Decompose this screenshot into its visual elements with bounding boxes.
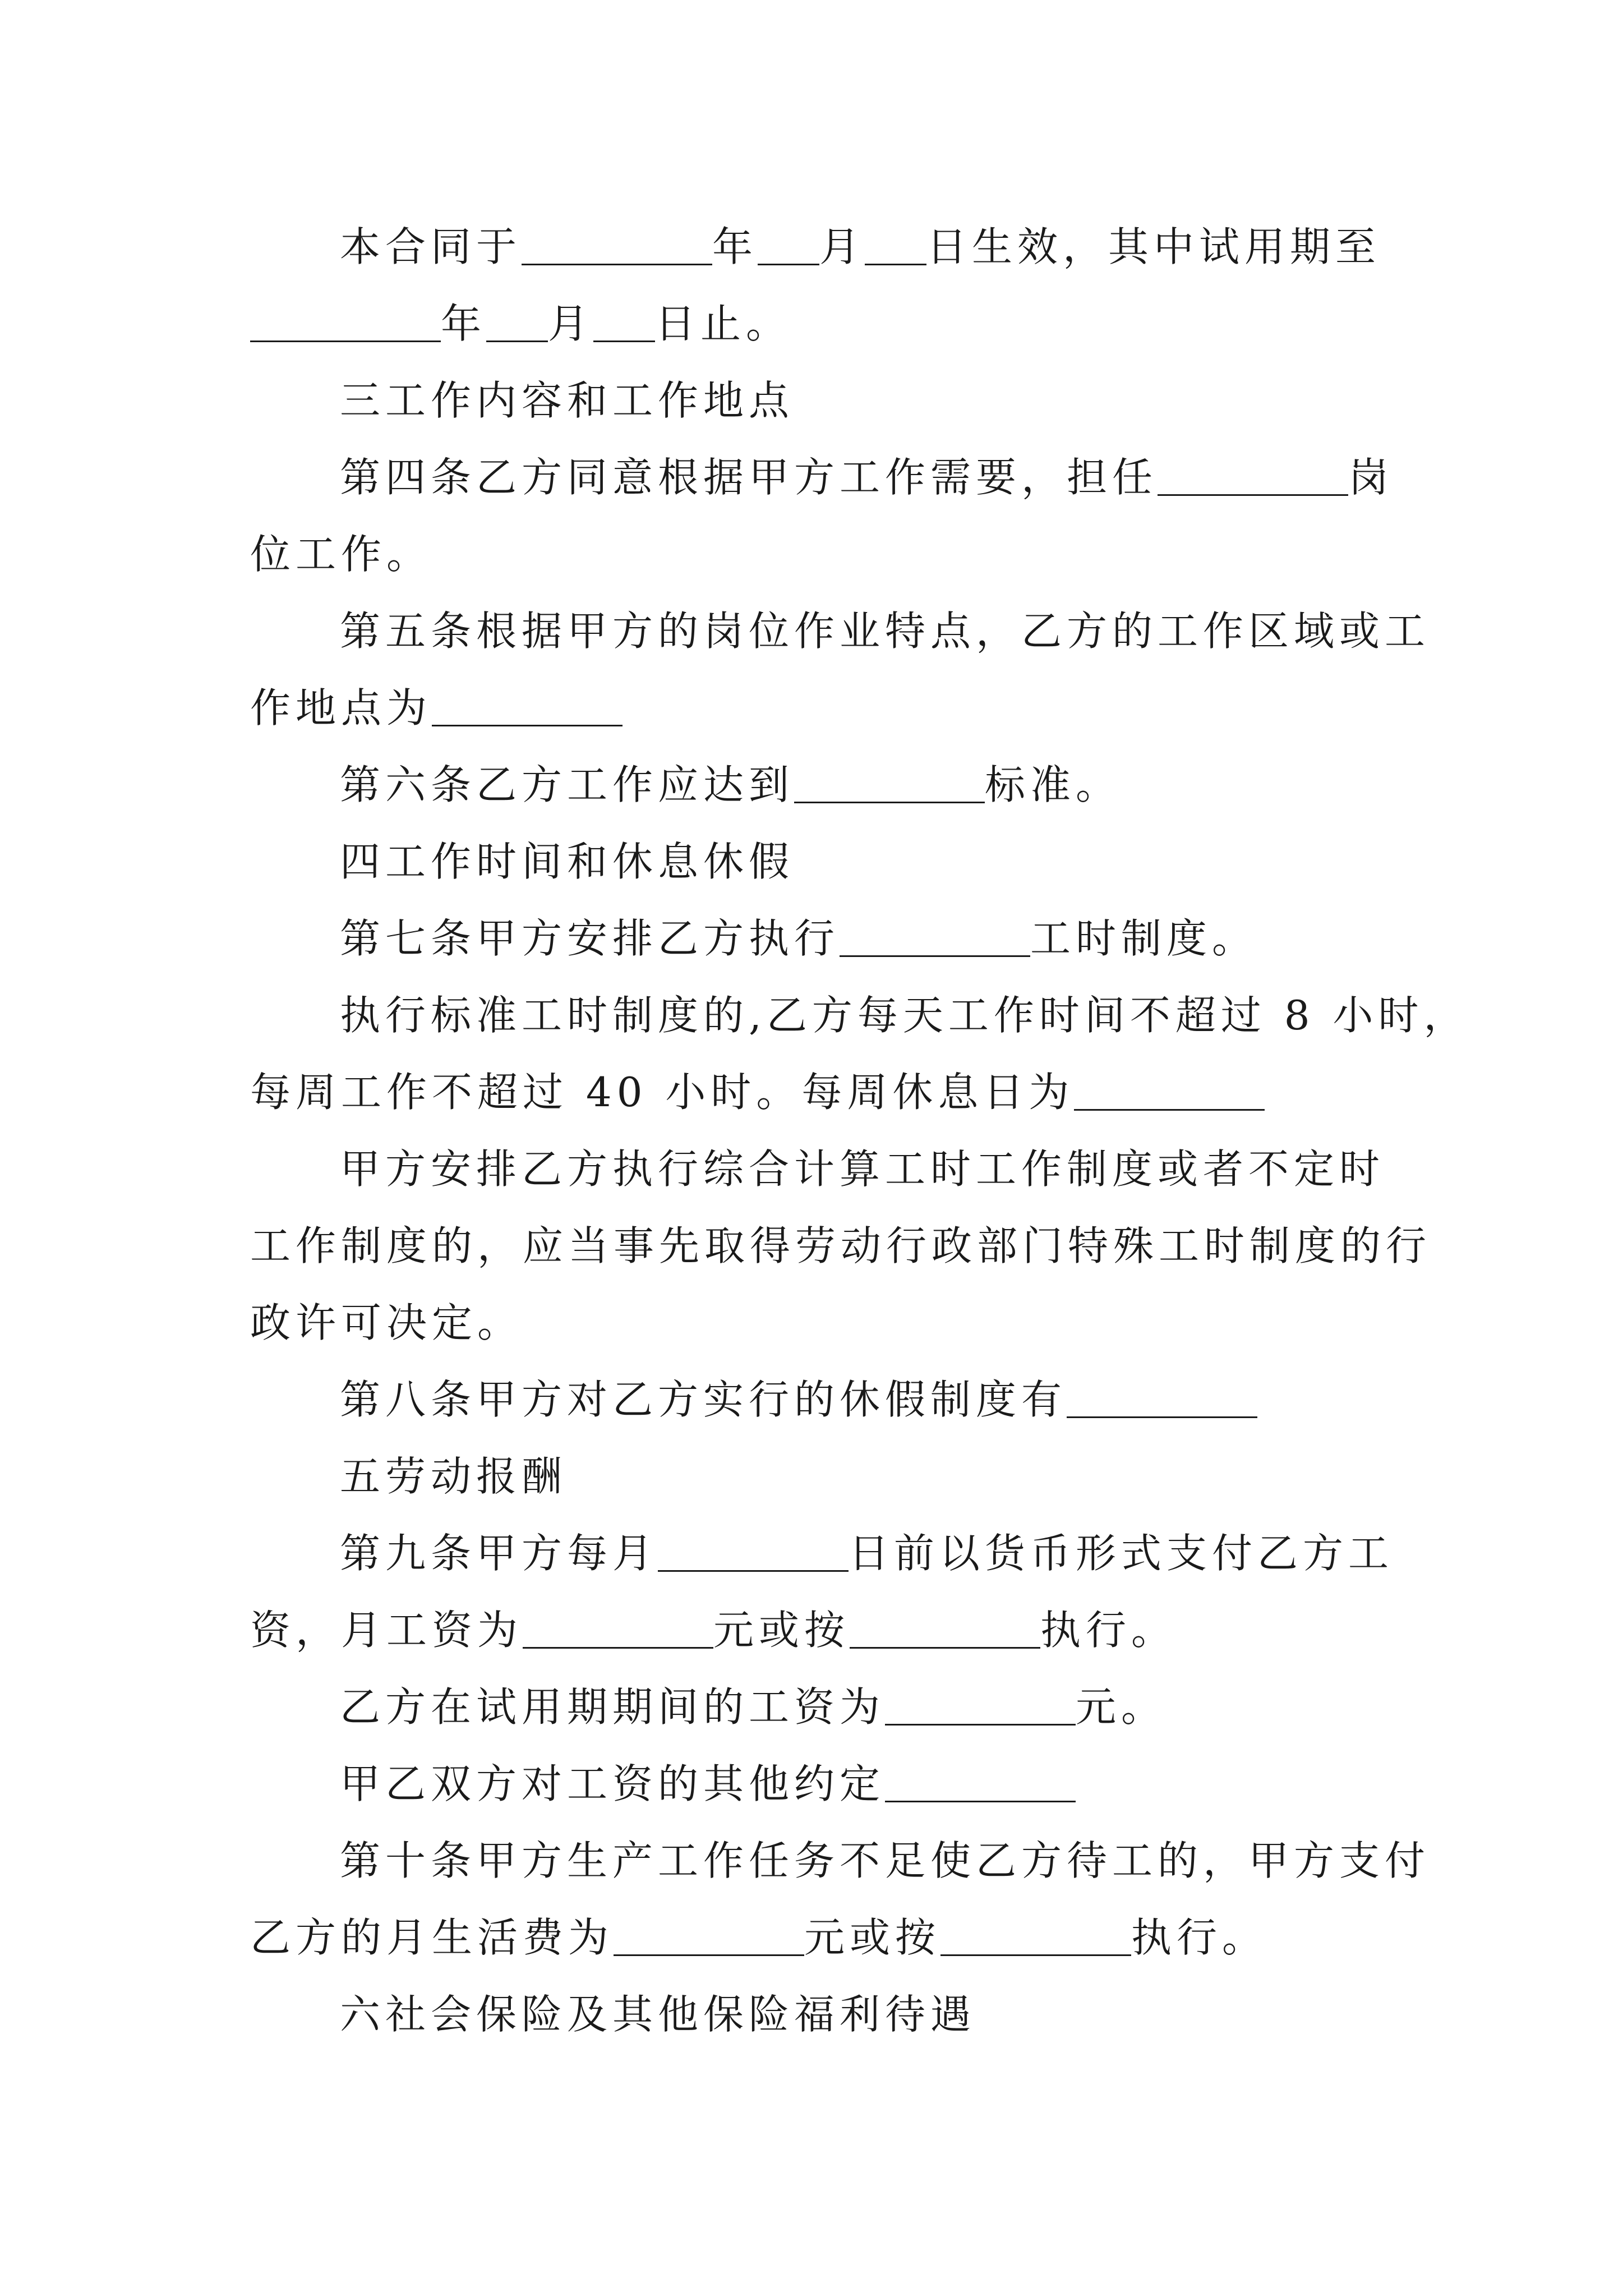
text-fragment: 甲方安排乙方执行综合计算工时工作制度或者不定时 (340, 1145, 1385, 1193)
fill-in-blank (794, 761, 985, 803)
text-fragment: 第六条乙方工作应达到 (340, 761, 795, 808)
text-fragment: 执行标准工时制度的,乙方每天工作时间不超过 8 小时， (340, 992, 1469, 1039)
text-fragment: 执行。 (1040, 1607, 1177, 1654)
text-fragment: 元或按 (713, 1607, 850, 1654)
text-fragment: 政许可决定。 (250, 1299, 523, 1346)
fill-in-blank (1158, 454, 1348, 496)
text-fragment: 第九条甲方每月 (340, 1530, 658, 1577)
fill-in-blank (758, 223, 819, 265)
paragraph-line (250, 823, 1383, 900)
text-fragment: 第七条甲方安排乙方执行 (340, 915, 840, 962)
contract-body (250, 209, 1469, 2053)
text-fragment: 甲乙双方对工资的其他约定 (340, 1760, 886, 1807)
text-fragment: 年 (712, 223, 758, 270)
fill-in-blank (250, 300, 441, 342)
paragraph-line (250, 670, 1383, 747)
text-fragment: 执行。 (1131, 1914, 1268, 1961)
paragraph-line (250, 1746, 1383, 1823)
fill-in-blank (658, 1530, 849, 1572)
text-fragment: 工时制度。 (1030, 915, 1258, 962)
text-fragment: 日止。 (655, 300, 792, 347)
text-fragment: 五劳动报酬 (340, 1453, 568, 1500)
text-fragment: 工作制度的，应当事先取得劳动行政部门特殊工时制度的行 (250, 1222, 1432, 1269)
paragraph-line (250, 516, 1383, 593)
paragraph-line (250, 593, 1431, 670)
text-fragment: 日生效，其中试用期至 (926, 223, 1381, 270)
fill-in-blank (432, 684, 623, 726)
text-fragment: 第四条乙方同意根据甲方工作需要，担任 (340, 454, 1158, 501)
fill-in-blank (614, 1914, 804, 1956)
text-fragment: 六社会保险及其他保险福利待遇 (340, 1991, 976, 2038)
fill-in-blank (523, 1607, 713, 1649)
text-fragment: 作地点为 (250, 684, 432, 731)
paragraph-line (250, 1592, 1383, 1669)
paragraph-line (250, 1515, 1394, 1592)
text-fragment: 第八条甲方对乙方实行的休假制度有 (340, 1376, 1067, 1423)
fill-in-blank (865, 223, 926, 265)
paragraph-line (250, 747, 1383, 823)
fill-in-blank (940, 1914, 1131, 1956)
text-fragment: 位工作。 (250, 531, 432, 578)
text-fragment: 本合同于 (340, 223, 522, 270)
text-fragment: 乙方的月生活费为 (250, 1914, 614, 1961)
text-fragment: 三工作内容和工作地点 (340, 377, 795, 424)
fill-in-blank (1067, 1376, 1257, 1418)
text-fragment: 元。 (1076, 1683, 1167, 1731)
text-fragment: 资，月工资为 (250, 1607, 523, 1654)
paragraph-line (250, 362, 1383, 439)
fill-in-blank (593, 300, 655, 342)
paragraph-line (250, 1285, 1383, 1361)
fill-in-blank (486, 300, 548, 342)
paragraph-line (250, 439, 1394, 516)
paragraph-line (250, 1208, 1432, 1285)
text-fragment: 月 (819, 223, 865, 270)
paragraph-line (250, 900, 1383, 977)
fill-in-blank (522, 223, 712, 265)
paragraph-line (250, 1823, 1431, 1899)
paragraph-line (250, 209, 1383, 286)
fill-in-blank (1074, 1069, 1265, 1111)
fill-in-blank (885, 1760, 1076, 1802)
fill-in-blank (850, 1607, 1040, 1649)
paragraph-line (250, 1054, 1383, 1131)
text-fragment: 第五条根据甲方的岗位作业特点，乙方的工作区域或工 (340, 608, 1431, 655)
paragraph-line (250, 1438, 1383, 1515)
paragraph-line (250, 977, 1469, 1054)
text-fragment: 元或按 (804, 1914, 941, 1961)
paragraph-line (250, 1976, 1383, 2053)
paragraph-line (250, 286, 1383, 362)
text-fragment: 日前以货币形式支付乙方工 (849, 1530, 1394, 1577)
text-fragment: 第十条甲方生产工作任务不足使乙方待工的，甲方支付 (340, 1837, 1431, 1884)
fill-in-blank (885, 1683, 1076, 1726)
text-fragment: 月 (548, 300, 594, 347)
text-fragment: 四工作时间和休息休假 (340, 838, 795, 885)
paragraph-line (250, 1669, 1383, 1746)
text-fragment: 岗 (1348, 454, 1394, 501)
paragraph-line (250, 1899, 1383, 1976)
text-fragment: 乙方在试用期期间的工资为 (340, 1683, 886, 1731)
fill-in-blank (840, 915, 1030, 957)
text-fragment: 每周工作不超过 40 小时。每周休息日为 (250, 1069, 1075, 1116)
text-fragment: 标准。 (985, 761, 1122, 808)
text-fragment: 年 (441, 300, 487, 347)
paragraph-line (250, 1131, 1383, 1208)
paragraph-line (250, 1361, 1383, 1438)
